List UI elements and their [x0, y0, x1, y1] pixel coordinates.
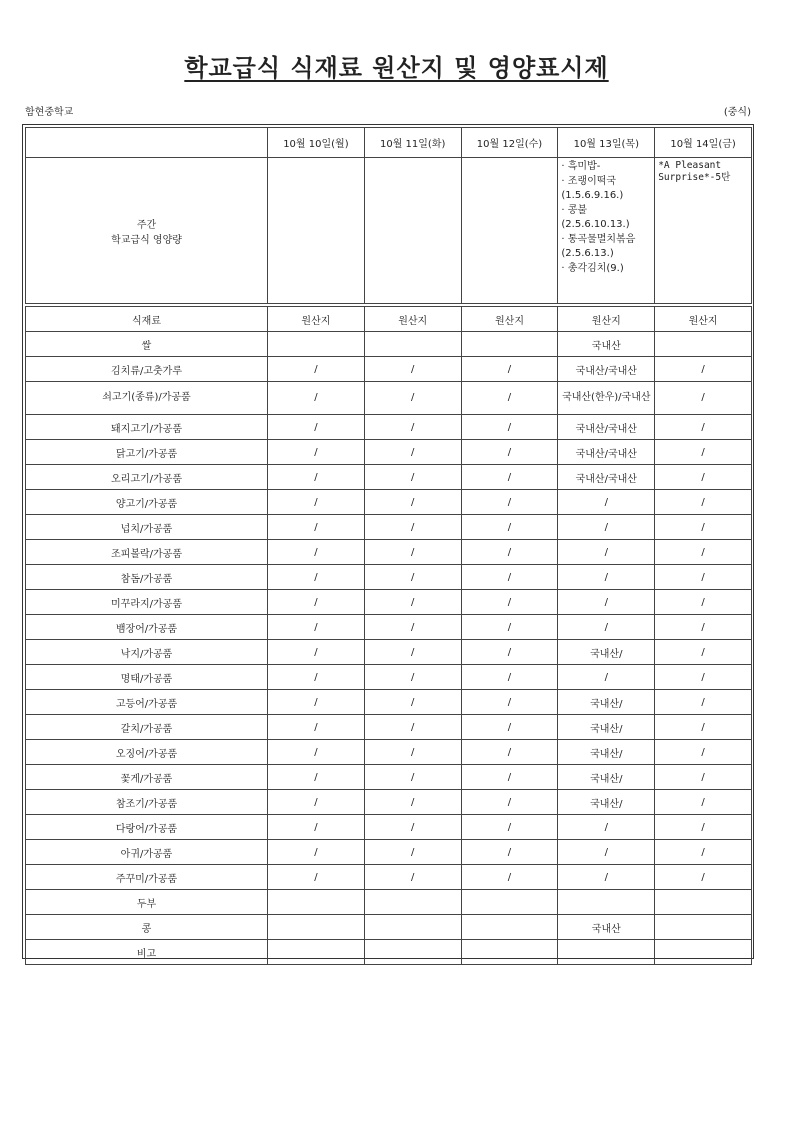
- origin-col-header: 원산지: [461, 307, 558, 332]
- origin-value: /: [461, 665, 558, 690]
- origin-value: /: [461, 815, 558, 840]
- origin-value: /: [461, 465, 558, 490]
- origin-value: [655, 332, 752, 357]
- origin-row: [26, 865, 752, 890]
- origin-value: 국내산: [558, 332, 655, 357]
- ingredient-name: 오징어/가공품: [26, 740, 268, 765]
- ingredient-name: 오리고기/가공품: [26, 465, 268, 490]
- origin-header-row: [26, 307, 752, 332]
- origin-value: /: [655, 815, 752, 840]
- menu-line: · 조랭이떡국: [561, 175, 617, 187]
- origin-value: /: [655, 465, 752, 490]
- origin-value: [461, 890, 558, 915]
- origin-value: /: [268, 615, 365, 640]
- origin-value: /: [268, 465, 365, 490]
- ingredient-name: 쇠고기(종류)/가공품: [26, 382, 268, 415]
- origin-value: /: [364, 465, 461, 490]
- origin-row: [26, 640, 752, 665]
- origin-value: /: [461, 715, 558, 740]
- origin-value: [364, 332, 461, 357]
- origin-value: /: [655, 665, 752, 690]
- origin-value: /: [461, 590, 558, 615]
- origin-value: [364, 940, 461, 965]
- origin-value: /: [268, 540, 365, 565]
- origin-value: /: [364, 740, 461, 765]
- menu-line: Surprise*-5탄: [658, 172, 731, 183]
- origin-value: [268, 890, 365, 915]
- origin-value: /: [558, 565, 655, 590]
- origin-value: /: [268, 840, 365, 865]
- origin-value: /: [268, 490, 365, 515]
- origin-row: [26, 357, 752, 382]
- origin-value: [461, 940, 558, 965]
- ingredient-name: 아귀/가공품: [26, 840, 268, 865]
- origin-value: /: [655, 565, 752, 590]
- origin-value: /: [268, 590, 365, 615]
- origin-value: /: [268, 415, 365, 440]
- origin-value: /: [268, 690, 365, 715]
- origin-value: /: [364, 540, 461, 565]
- ingredient-name: 김치류/고춧가루: [26, 357, 268, 382]
- date-cell: 10월 13일(목): [558, 128, 655, 158]
- origin-value: /: [364, 865, 461, 890]
- origin-row: [26, 715, 752, 740]
- origin-value: [364, 890, 461, 915]
- origin-value: /: [461, 515, 558, 540]
- origin-value: /: [268, 565, 365, 590]
- origin-row: [26, 915, 752, 940]
- origin-value: /: [268, 382, 365, 415]
- origin-value: /: [364, 715, 461, 740]
- origin-row: [26, 740, 752, 765]
- origin-value: /: [461, 357, 558, 382]
- origin-value: [558, 940, 655, 965]
- ingredient-name: 쌀: [26, 332, 268, 357]
- origin-value: /: [268, 640, 365, 665]
- origin-value: /: [364, 565, 461, 590]
- origin-value: /: [364, 640, 461, 665]
- origin-value: 국내산/: [558, 640, 655, 665]
- origin-value: /: [655, 590, 752, 615]
- ingredient-name: 돼지고기/가공품: [26, 415, 268, 440]
- menu-line: · 총각김치(9.): [561, 262, 624, 274]
- origin-value: 국내산/국내산: [558, 357, 655, 382]
- menu-line: · 흑미밥-: [561, 161, 601, 172]
- origin-row: [26, 515, 752, 540]
- origin-row: [26, 815, 752, 840]
- origin-value: /: [461, 690, 558, 715]
- origin-value: /: [461, 790, 558, 815]
- origin-row: [26, 790, 752, 815]
- origin-row: [26, 415, 752, 440]
- origin-value: /: [364, 490, 461, 515]
- ingredient-name: 명태/가공품: [26, 665, 268, 690]
- ingredient-name: 넙치/가공품: [26, 515, 268, 540]
- origin-value: /: [461, 565, 558, 590]
- ingredient-name: 양고기/가공품: [26, 490, 268, 515]
- origin-value: [655, 940, 752, 965]
- origin-value: /: [655, 865, 752, 890]
- origin-value: /: [268, 740, 365, 765]
- origin-value: /: [268, 515, 365, 540]
- origin-value: /: [364, 515, 461, 540]
- ingredient-name: 닭고기/가공품: [26, 440, 268, 465]
- origin-row: [26, 382, 752, 415]
- origin-value: /: [558, 590, 655, 615]
- origin-value: /: [558, 515, 655, 540]
- origin-value: /: [268, 765, 365, 790]
- origin-value: /: [461, 740, 558, 765]
- origin-value: /: [558, 615, 655, 640]
- origin-value: /: [655, 615, 752, 640]
- origin-value: 국내산/국내산: [558, 440, 655, 465]
- origin-row: [26, 332, 752, 357]
- origin-row: [26, 565, 752, 590]
- menu-cell: [655, 158, 752, 304]
- origin-value: 국내산(한우)/국내산: [558, 382, 655, 415]
- date-header-row: [26, 128, 752, 158]
- ingredient-name: 미꾸라지/가공품: [26, 590, 268, 615]
- origin-value: [655, 915, 752, 940]
- origin-row: [26, 840, 752, 865]
- origin-value: 국내산/국내산: [558, 465, 655, 490]
- nutrition-label: [26, 158, 268, 304]
- origin-row: [26, 940, 752, 965]
- origin-value: 국내산/: [558, 765, 655, 790]
- origin-value: /: [364, 382, 461, 415]
- date-cell: 10월 10일(월): [268, 128, 365, 158]
- origin-value: /: [364, 615, 461, 640]
- origin-row: [26, 465, 752, 490]
- origin-value: /: [364, 690, 461, 715]
- date-cell: 10월 12일(수): [461, 128, 558, 158]
- ingredient-header: 식재료: [26, 307, 268, 332]
- origin-row: [26, 690, 752, 715]
- ingredient-name: 주꾸미/가공품: [26, 865, 268, 890]
- origin-table: [25, 127, 752, 965]
- origin-value: /: [268, 665, 365, 690]
- ingredient-name: 콩: [26, 915, 268, 940]
- origin-value: /: [364, 440, 461, 465]
- origin-value: /: [461, 490, 558, 515]
- origin-value: 국내산: [558, 915, 655, 940]
- nutrition-label-line: 학교급식 영양량: [111, 234, 182, 246]
- ingredient-name: 낙지/가공품: [26, 640, 268, 665]
- menu-line: (2.5.6.10.13.): [561, 219, 630, 230]
- origin-row: [26, 665, 752, 690]
- origin-value: /: [655, 790, 752, 815]
- origin-value: [558, 890, 655, 915]
- corner-cell: [26, 128, 268, 158]
- origin-value: [461, 915, 558, 940]
- origin-value: /: [558, 665, 655, 690]
- origin-value: /: [655, 740, 752, 765]
- origin-value: /: [655, 515, 752, 540]
- origin-value: /: [461, 765, 558, 790]
- origin-value: /: [655, 490, 752, 515]
- ingredient-name: 갈치/가공품: [26, 715, 268, 740]
- nutrition-label-line: 주간: [136, 219, 157, 231]
- origin-value: /: [655, 690, 752, 715]
- origin-value: /: [268, 440, 365, 465]
- origin-value: 국내산/: [558, 690, 655, 715]
- origin-col-header: 원산지: [268, 307, 365, 332]
- origin-row: [26, 890, 752, 915]
- origin-value: /: [461, 640, 558, 665]
- origin-value: [268, 940, 365, 965]
- origin-value: /: [655, 357, 752, 382]
- origin-value: /: [655, 415, 752, 440]
- origin-value: /: [655, 715, 752, 740]
- date-cell: 10월 14일(금): [655, 128, 752, 158]
- origin-value: [364, 915, 461, 940]
- school-name: 함현중학교: [25, 107, 74, 118]
- origin-row: [26, 490, 752, 515]
- page-title: 학교급식 식재료 원산지 및 영양표시제: [184, 54, 609, 82]
- ingredient-name: 참돔/가공품: [26, 565, 268, 590]
- origin-value: /: [461, 440, 558, 465]
- menu-line: *A Pleasant: [658, 160, 722, 171]
- origin-value: /: [558, 815, 655, 840]
- origin-value: /: [364, 357, 461, 382]
- origin-value: /: [364, 590, 461, 615]
- origin-row: [26, 765, 752, 790]
- origin-value: /: [364, 840, 461, 865]
- origin-value: /: [268, 357, 365, 382]
- origin-value: /: [558, 865, 655, 890]
- origin-value: /: [655, 540, 752, 565]
- origin-table-frame: [22, 124, 754, 959]
- origin-value: 국내산/: [558, 790, 655, 815]
- menu-cell: [268, 158, 365, 304]
- origin-value: /: [364, 665, 461, 690]
- origin-value: /: [655, 840, 752, 865]
- origin-value: /: [558, 540, 655, 565]
- origin-row: [26, 590, 752, 615]
- menu-line: · 통곡물멸치볶음: [561, 233, 636, 245]
- origin-value: [268, 915, 365, 940]
- origin-value: /: [268, 815, 365, 840]
- origin-value: /: [461, 540, 558, 565]
- ingredient-name: 고등어/가공품: [26, 690, 268, 715]
- origin-value: 국내산/: [558, 715, 655, 740]
- ingredient-name: 두부: [26, 890, 268, 915]
- origin-value: /: [364, 765, 461, 790]
- menu-cell: [364, 158, 461, 304]
- menu-cell: [558, 158, 655, 304]
- origin-value: /: [655, 440, 752, 465]
- origin-row: [26, 615, 752, 640]
- ingredient-name: 참조기/가공품: [26, 790, 268, 815]
- menu-row: [26, 158, 752, 304]
- origin-value: /: [461, 865, 558, 890]
- ingredient-name: 뱀장어/가공품: [26, 615, 268, 640]
- origin-value: [268, 332, 365, 357]
- menu-cell: [461, 158, 558, 304]
- origin-value: [461, 332, 558, 357]
- origin-value: /: [268, 865, 365, 890]
- origin-value: [655, 890, 752, 915]
- date-cell: 10월 11일(화): [364, 128, 461, 158]
- origin-value: /: [655, 765, 752, 790]
- origin-col-header: 원산지: [655, 307, 752, 332]
- menu-line: (2.5.6.13.): [561, 248, 614, 259]
- ingredient-name: 비고: [26, 940, 268, 965]
- origin-value: /: [461, 840, 558, 865]
- ingredient-name: 다랑어/가공품: [26, 815, 268, 840]
- origin-value: /: [461, 615, 558, 640]
- origin-value: /: [655, 640, 752, 665]
- origin-row: [26, 440, 752, 465]
- meal-type: (중식): [723, 107, 751, 118]
- ingredient-name: 조피볼락/가공품: [26, 540, 268, 565]
- origin-value: /: [655, 382, 752, 415]
- origin-value: /: [558, 490, 655, 515]
- origin-value: /: [558, 840, 655, 865]
- origin-value: 국내산/국내산: [558, 415, 655, 440]
- origin-value: /: [364, 415, 461, 440]
- menu-line: · 콩불: [561, 204, 588, 216]
- origin-value: 국내산/: [558, 740, 655, 765]
- origin-value: /: [268, 790, 365, 815]
- origin-value: /: [461, 382, 558, 415]
- origin-value: /: [364, 790, 461, 815]
- ingredient-name: 꽃게/가공품: [26, 765, 268, 790]
- origin-value: /: [364, 815, 461, 840]
- menu-line: (1.5.6.9.16.): [561, 190, 624, 201]
- origin-row: [26, 540, 752, 565]
- origin-col-header: 원산지: [364, 307, 461, 332]
- origin-value: /: [268, 715, 365, 740]
- origin-col-header: 원산지: [558, 307, 655, 332]
- origin-value: /: [461, 415, 558, 440]
